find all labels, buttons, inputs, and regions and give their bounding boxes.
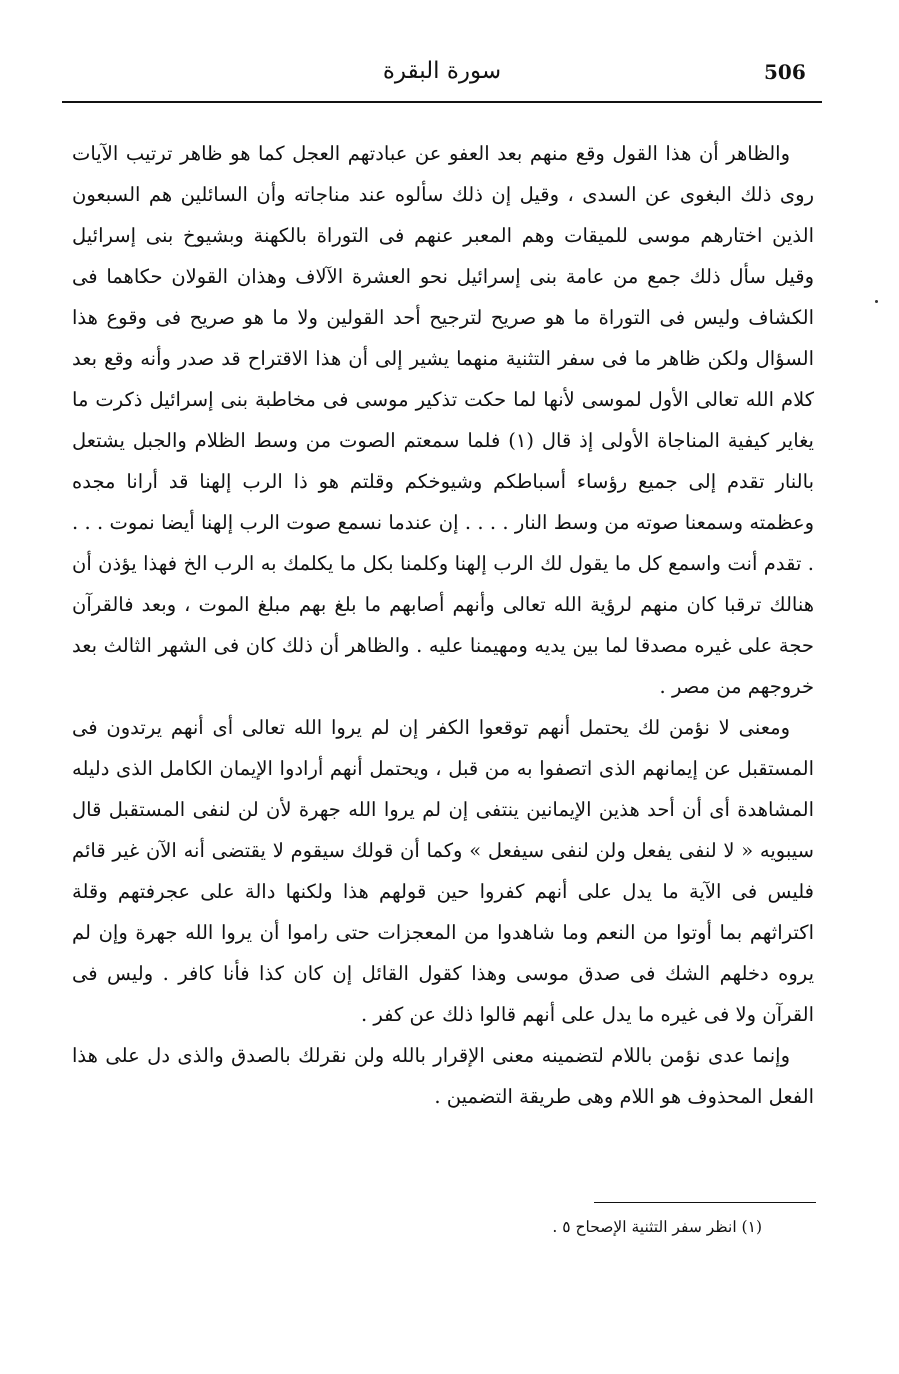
header-divider [62,101,822,103]
footnote: (١) انظر سفر التثنية الإصحاح ٥ . [552,1218,762,1236]
margin-speck [875,300,878,303]
page-number: 506 [764,60,806,84]
footnote-divider [594,1202,816,1203]
paragraph-1: والظاهر أن هذا القول وقع منهم بعد العفو عن عبادتهم العجل كما هو ظاهر ترتيب الآيات روى ذلك البغوى عن السدى ، وقيل إن ذلك سألوه عند مناجاته وأن السائلين هم السبعون الذين اختارهم موسى للميقات وهم المعبر عنهم فى التوراة بالكهنة وبشيوخ بنى إسرائيل وقيل سأل ذلك جمع من عامة بنى إسرائيل نحو العشرة الآلاف وهذان القولان حكاهما فى الكشاف وليس فى التوراة ما هو صريح لترجيح أحد القولين ولا ما هو صريح فى وقوع هذا السؤال ولكن ظاهر ما فى سفر التثنية منهما يشير إلى أن هذا الاقتراح قد صدر وأنه وقع بعد كلام الله تعالى الأول لموسى لأنها لما حكت تذكير موسى فى مخاطبة بنى إسرائيل ذكرت ما يغاير كيفية المناجاة الأولى إذ قال (١) فلما سمعتم الصوت من وسط الظلام والجبل يشتعل بالنار تقدم إلى جميع رؤساء أسباطكم وشيوخكم وقلتم هو ذا الرب إلهنا قد أرانا مجده وعظمته وسمعنا صوته من وسط النار . . . . إن عندما نسمع صوت الرب إلهنا أيضا نموت . . . . تقدم أنت واسمع كل ما يقول لك الرب إلهنا وكلمنا بكل ما يكلمك به الرب الخ فهذا يؤذن أن هنالك ترقبا كان منهم لرؤية الله تعالى وأنهم أصابهم ما بلغ بهم مبلغ الموت ، وبعد فالقرآن حجة على غيره مصدقا لما بين يديه ومهيمنا عليه . والظاهر أن ذلك كان فى الشهر الثالث بعد خروجهم من مصر . [72,142,814,698]
paragraph-2: ومعنى لا نؤمن لك يحتمل أنهم توقعوا الكفر إن لم يروا الله تعالى أى أنهم يرتدون فى المستقبل عن إيمانهم الذى اتصفوا به من قبل ، ويحتمل أنهم أرادوا الإيمان الكامل الذى دليله المشاهدة أى أن أحد هذين الإيمانين ينتفى إن لم يروا الله جهرة لأن لن لنفى المستقبل قال سيبويه « لا لنفى يفعل ولن لنفى سيفعل » وكما أن قولك سيقوم لا يقتضى أنه الآن غير قائم فليس فى الآية ما يدل على أنهم كفروا حين قولهم هذا ولكنها دالة على عجرفتهم وقلة اكتراثهم بما أوتوا من النعم وما شاهدوا من المعجزات حتى راموا أن يروا الله جهرة وإن لم يروه دخلهم الشك فى صدق موسى وهذا كقول القائل إن كان كذا فأنا كافر . وليس فى القرآن ولا فى غيره ما يدل على أنهم قالوا ذلك عن كفر . [72,716,814,1026]
surah-title: سورة البقرة [382,58,502,84]
page-header [62,58,822,98]
body-text [72,133,814,1117]
paragraph-3: وإنما عدى نؤمن باللام لتضمينه معنى الإقرار بالله ولن نقرلك بالصدق والذى دل على هذا الفعل المحذوف هو اللام وهى طريقة التضمين . [72,1044,814,1108]
